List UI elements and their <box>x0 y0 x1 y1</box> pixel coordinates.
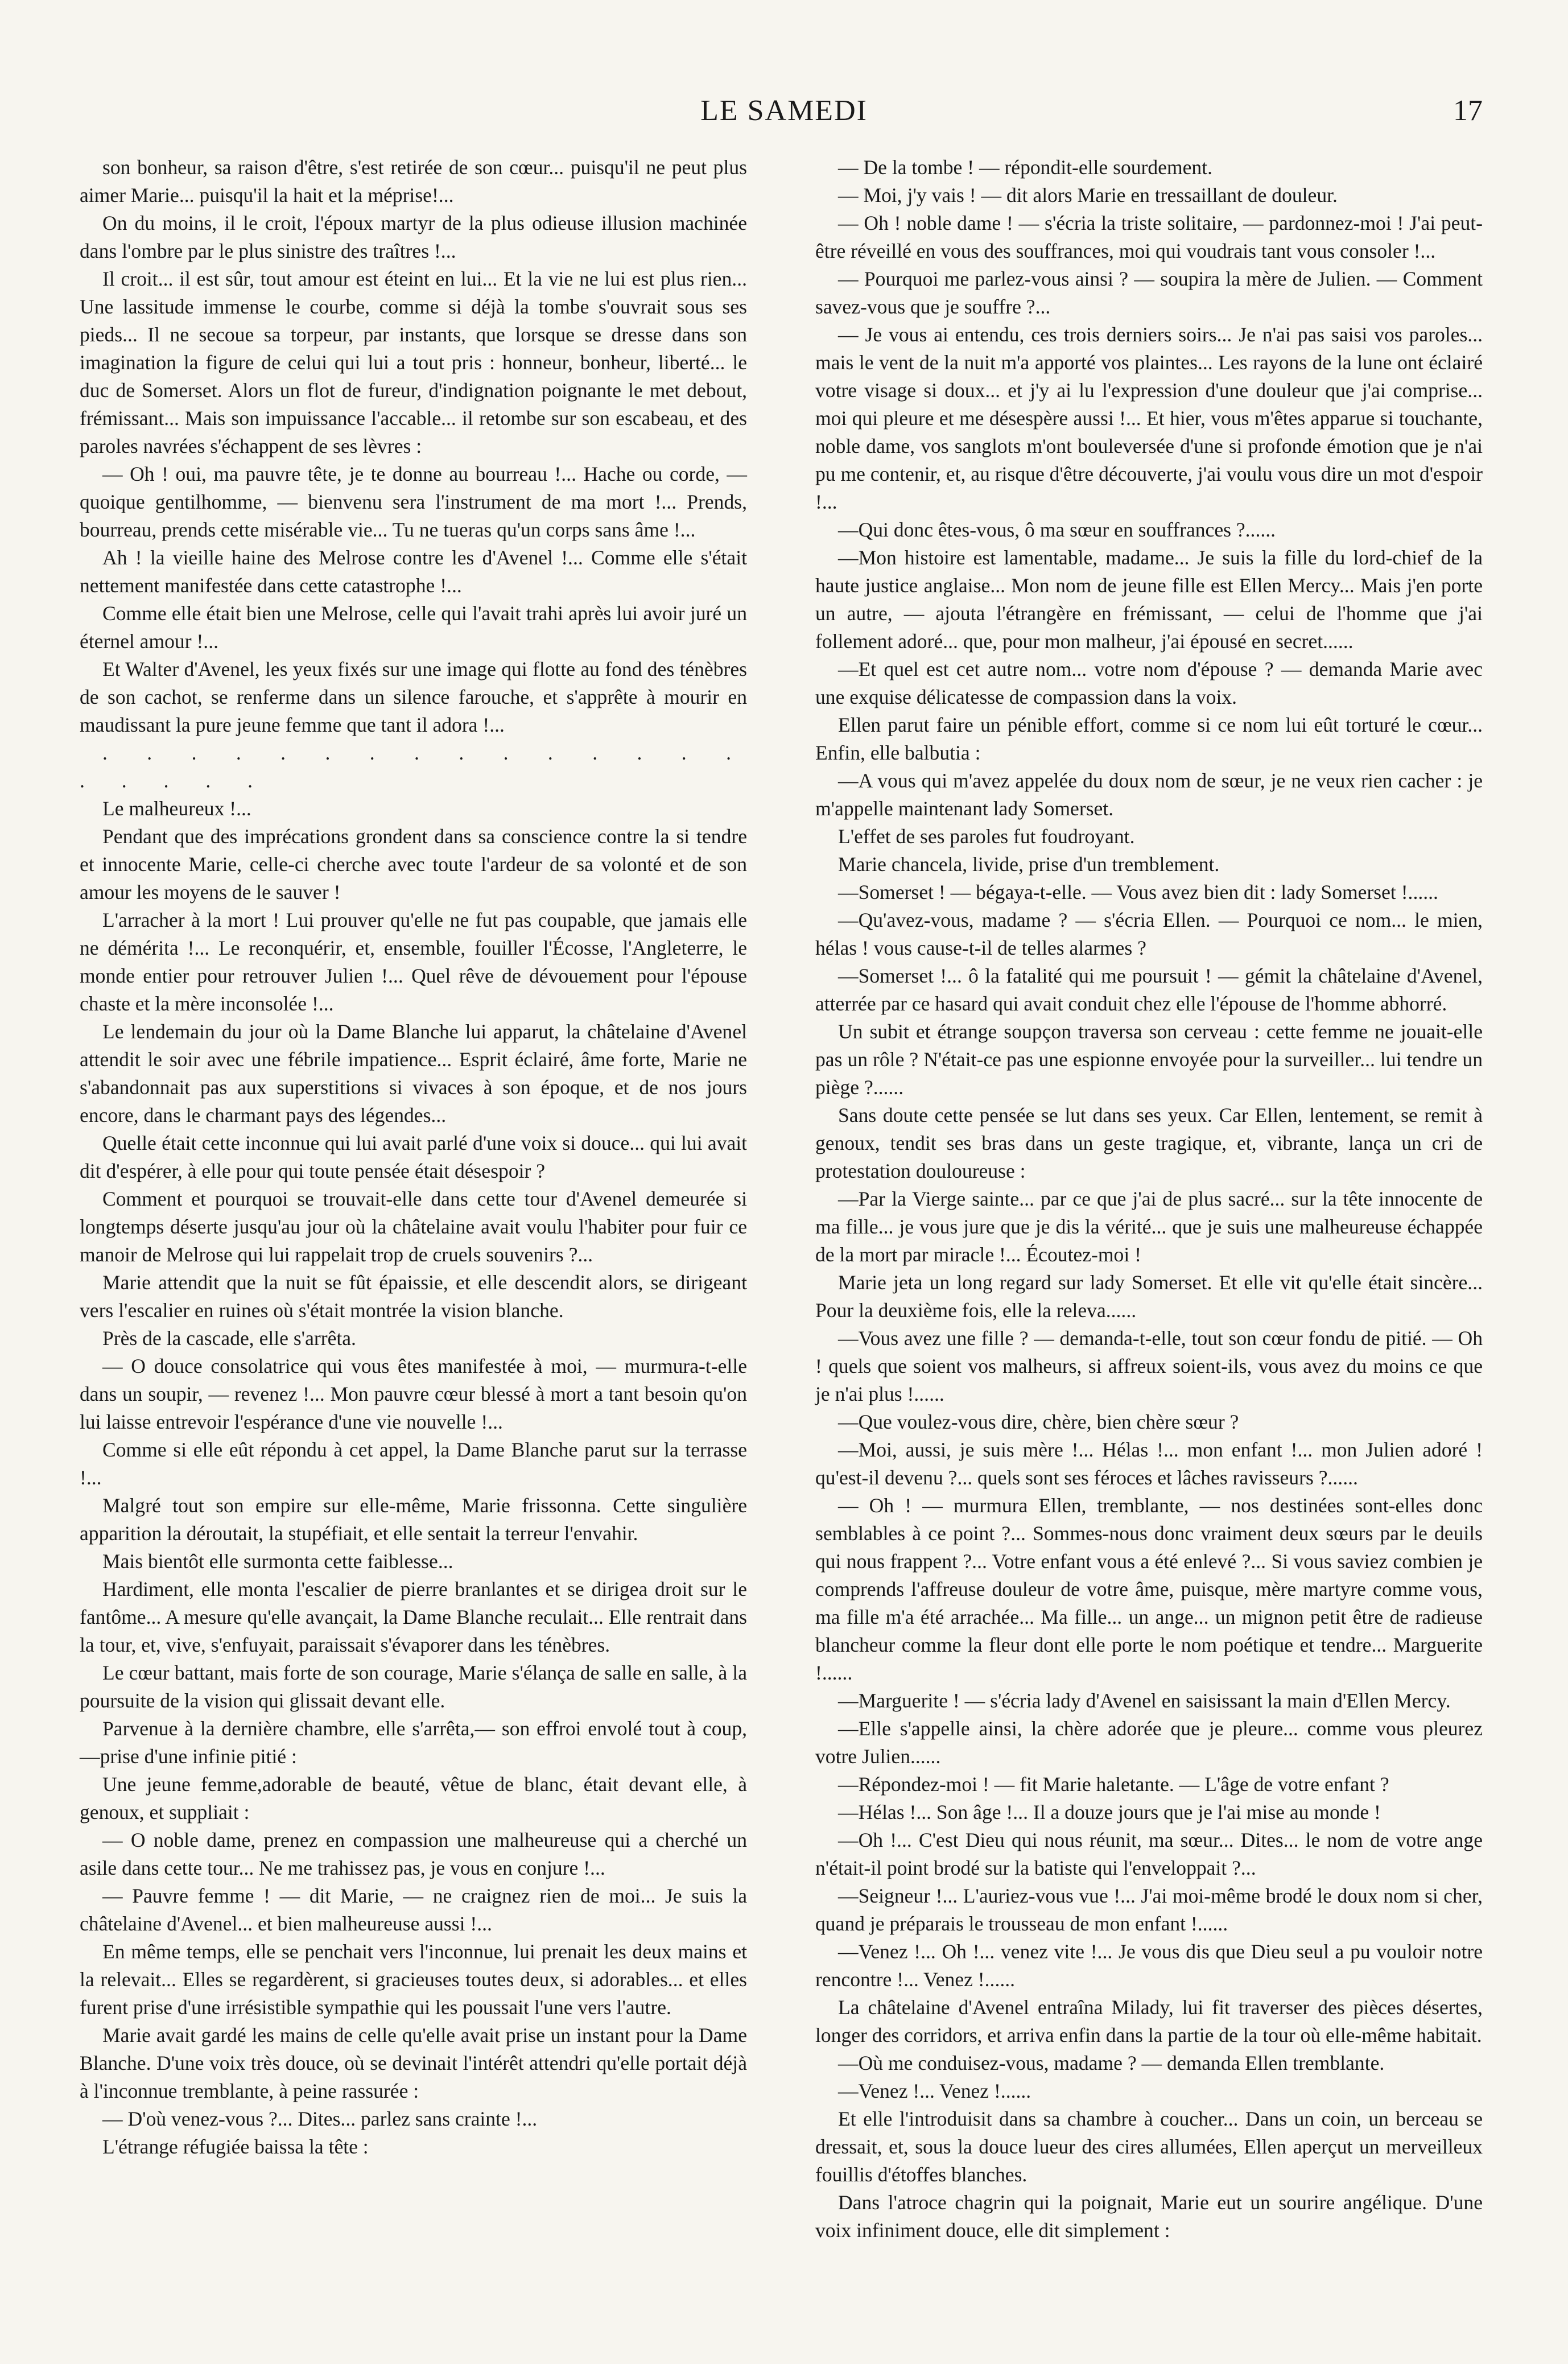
paragraph: —Qui donc êtes-vous, ô ma sœur en souffrances ?...... <box>838 518 1276 541</box>
paragraph: —Elle s'appelle ainsi, la chère adorée que je pleure... comme vous pleurez votre Julien...... <box>815 1717 1483 1768</box>
paragraph: Quelle était cette inconnue qui lui avait parlé d'une voix si douce... qui lui avait dit d'espérer, à elle pour qui toute pensée était désespoir ? <box>80 1132 747 1182</box>
paragraph: Le lendemain du jour où la Dame Blanche lui apparut, la châtelaine d'Avenel attendit le soir avec une fébrile impatience... Esprit éclairé, âme forte, Marie ne s'abandonnait pas aux superstitions si vivaces à son époque, et de nos jours encore, dans le charmant pays des légendes... <box>80 1020 747 1127</box>
paragraph: —Seigneur !... L'auriez-vous vue !... J'ai moi-même brodé le doux nom si cher, quand je préparais le trousseau de mon enfant !...... <box>815 1884 1483 1935</box>
paragraph: Et Walter d'Avenel, les yeux fixés sur une image qui flotte au fond des ténèbres de son cachot, se renferme dans un silence farouche, et s'apprête à mourir en maudissant la pure jeune femme que tant il adora !... <box>80 658 747 736</box>
paragraph: — Moi, j'y vais ! — dit alors Marie en tressaillant de douleur. <box>838 184 1338 207</box>
paragraph: —Par la Vierge sainte... par ce que j'ai de plus sacré... sur la tête innocente de ma fille... je vous jure que je dis la vérité... que je suis une malheureuse échappée de la mort par miracle !... Écoutez-moi ! <box>815 1187 1483 1266</box>
paragraph: Pendant que des imprécations grondent dans sa conscience contre la si tendre et innocente Marie, celle-ci cherche avec toute l'ardeur de sa volonté et de son amour les moyens de le sauver ! <box>80 825 747 903</box>
paragraph: Marie avait gardé les mains de celle qu'elle avait prise un instant pour la Dame Blanche. D'une voix très douce, où se devinait l'intérêt attendri qu'elle portait déjà à l'inconnue tremblante, à peine rassurée : <box>80 2024 747 2102</box>
paragraph: Un subit et étrange soupçon traversa son cerveau : cette femme ne jouait-elle pas un rôle ? N'était-ce pas une espionne envoyée pour la surveiller... lui tendre un piège ?...... <box>815 1020 1483 1099</box>
paragraph: Marie attendit que la nuit se fût épaissie, et elle descendit alors, se dirigeant vers l'escalier en ruines où s'était montrée la vision blanche. <box>80 1271 747 1322</box>
paragraph: Comme si elle eût répondu à cet appel, la Dame Blanche parut sur la terrasse !... <box>80 1438 747 1489</box>
paragraph: L'arracher à la mort ! Lui prouver qu'elle ne fut pas coupable, que jamais elle ne démérita !... Le reconquérir, et, ensemble, fouiller l'Écosse, l'Angleterre, le monde entier pour retrouver Julien !... Quel rêve de dévouement pour l'épouse chaste et la mère inconsolée !... <box>80 909 747 1015</box>
page-header <box>85 94 1483 139</box>
paragraph: —Que voulez-vous dire, chère, bien chère sœur ? <box>838 1410 1239 1433</box>
paragraph: —Vous avez une fille ? — demanda-t-elle, tout son cœur fondu de pitié. — Oh ! quels que soient vos malheurs, si affreux soient-ils, vous avez du moins ce que je n'ai plus !...... <box>815 1327 1483 1405</box>
right-column <box>815 154 1483 2296</box>
paragraph: Parvenue à la dernière chambre, elle s'arrêta,— son effroi envolé tout à coup, —prise d'une infinie pitié : <box>80 1717 747 1768</box>
paragraph: Dans l'atroce chagrin qui la poignait, Marie eut un sourire angélique. D'une voix infiniment douce, elle dit simplement : <box>815 2191 1483 2242</box>
paragraph: On du moins, il le croit, l'époux martyr de la plus odieuse illusion machinée dans l'ombre par le plus sinistre des traîtres !... <box>80 212 747 262</box>
paragraph: Malgré tout son empire sur elle-même, Marie frissonna. Cette singulière apparition la déroutait, la stupéfiait, et elle sentait la terreur l'envahir. <box>80 1494 747 1545</box>
paragraph: —A vous qui m'avez appelée du doux nom de sœur, je ne veux rien cacher : je m'appelle maintenant lady Somerset. <box>815 769 1483 820</box>
text-columns <box>80 154 1483 2296</box>
paragraph: — Pauvre femme ! — dit Marie, — ne craignez rien de moi... Je suis la châtelaine d'Avenel... et bien malheureuse aussi !... <box>80 1884 747 1935</box>
paragraph: —Hélas !... Son âge !... Il a douze jours que je l'ai mise au monde ! <box>838 1801 1381 1823</box>
running-title: LE SAMEDI <box>700 94 868 127</box>
paragraph: —Oh !... C'est Dieu qui nous réunit, ma sœur... Dites... le nom de votre ange n'était-il point brodé sur la batiste qui l'enveloppait ?... <box>815 1829 1483 1879</box>
paragraph: — Oh ! oui, ma pauvre tête, je te donne au bourreau !... Hache ou corde, — quoique gentilhomme, — bienvenu sera l'instrument de ma mort !... Prends, bourreau, prends cette misérable vie... Tu ne tueras qu'un corps sans âme !... <box>80 463 747 541</box>
paragraph: — Oh ! — murmura Ellen, tremblante, — nos destinées sont-elles donc semblables à ce point ?... Sommes-nous donc vraiment deux sœurs par le deuils qui nous frappent ?... Votre enfant vous a été enlevé ?... Si vous saviez combien je comprends l'affreuse douleur de votre âme, puisque, mère martyre comme vous, ma fille m'a été arrachée... Ma fille... un ange... un mignon petit être de radieuse blancheur comme la fleur dont elle porte le nom poétique et tendre... Marguerite !...... <box>815 1494 1483 1684</box>
paragraph: son bonheur, sa raison d'être, s'est retirée de son cœur... puisqu'il ne peut plus aimer Marie... puisqu'il la hait et la méprise!... <box>80 156 747 207</box>
paragraph: Ah ! la vieille haine des Melrose contre les d'Avenel !... Comme elle s'était nettement manifestée dans cette catastrophe !... <box>80 546 747 597</box>
paragraph: —Venez !... Venez !...... <box>838 2080 1031 2102</box>
paragraph: Marie chancela, livide, prise d'un tremblement. <box>838 853 1220 876</box>
paragraph: Une jeune femme,adorable de beauté, vêtue de blanc, était devant elle, à genoux, et suppliait : <box>80 1773 747 1823</box>
paragraph: Mais bientôt elle surmonta cette faiblesse... <box>102 1550 453 1573</box>
paragraph: — Pourquoi me parlez-vous ainsi ? — soupira la mère de Julien. — Comment savez-vous que je souffre ?... <box>815 267 1483 318</box>
paragraph: — Je vous ai entendu, ces trois derniers soirs... Je n'ai pas saisi vos paroles... mais le vent de la nuit m'a apporté vos plaintes... Les rayons de la lune ont éclairé votre visage si doux... et j'y ai lu l'expression d'une douleur que j'ai comprise... moi qui pleure et me désespère aussi !... Et hier, vous m'êtes apparue si touchante, noble dame, vos sanglots m'ont bouleversée d'une si profonde émotion que je n'ai pu me contenir, et, au risque d'être découverte, j'ai voulu vous dire un mot d'espoir !... <box>815 323 1483 513</box>
paragraph: Ellen parut faire un pénible effort, comme si ce nom lui eût torturé le cœur... Enfin, elle balbutia : <box>815 713 1483 764</box>
paragraph: — Oh ! noble dame ! — s'écria la triste solitaire, — pardonnez-moi ! J'ai peut-être réveillé en vous des souffrances, moi qui voudrais tant vous consoler !... <box>815 212 1483 262</box>
paragraph: —Mon histoire est lamentable, madame... Je suis la fille du lord-chief de la haute justice anglaise... Mon nom de jeune fille est Ellen Mercy... Mais j'en porte un autre, — ajouta l'étrangère en frémissant, — celui de l'homme que j'ai follement adoré... que, pour mon malheur, j'ai épousé en secret...... <box>815 546 1483 653</box>
paragraph: —Qu'avez-vous, madame ? — s'écria Ellen. — Pourquoi ce nom... le mien, hélas ! vous cause-t-il de telles alarmes ? <box>815 909 1483 959</box>
paragraph: Hardiment, elle monta l'escalier de pierre branlantes et se dirigea droit sur le fantôme... A mesure qu'elle avançait, la Dame Blanche reculait... Elle rentrait dans la tour, et, vive, s'enfuyait, paraissait s'évaporer dans les ténèbres. <box>80 1578 747 1656</box>
paragraph: — O douce consolatrice qui vous êtes manifestée à moi, — murmura-t-elle dans un soupir, — revenez !... Mon pauvre cœur blessé à mort a tant besoin qu'on lui laisse entrevoir l'espérance d'une vie nouvelle !... <box>80 1355 747 1433</box>
paragraph: Le malheureux !... <box>102 797 251 820</box>
section-break: . . . . . . . . . . . . . . . . . . . . <box>80 741 747 792</box>
paragraph: —Marguerite ! — s'écria lady d'Avenel en saisissant la main d'Ellen Mercy. <box>838 1689 1451 1712</box>
paragraph: En même temps, elle se penchait vers l'inconnue, lui prenait les deux mains et la relevait... Elles se regardèrent, si gracieuses toutes deux, si adorables... et elles furent prise d'une irrésistible sympathie qui les poussait l'une vers l'autre. <box>80 1940 747 2019</box>
paragraph: Comme elle était bien une Melrose, celle qui l'avait trahi après lui avoir juré un éternel amour !... <box>80 602 747 653</box>
page-number: 17 <box>1453 94 1483 127</box>
paragraph: Marie jeta un long regard sur lady Somerset. Et elle vit qu'elle était sincère... Pour la deuxième fois, elle la releva...... <box>815 1271 1483 1322</box>
paragraph: —Somerset !... ô la fatalité qui me poursuit ! — gémit la châtelaine d'Avenel, atterrée par ce hasard qui avait conduit chez elle l'épouse de l'homme abhorré. <box>815 964 1483 1015</box>
paragraph: —Venez !... Oh !... venez vite !... Je vous dis que Dieu seul a pu vouloir notre rencontre !... Venez !...... <box>815 1940 1483 1991</box>
paragraph: — D'où venez-vous ?... Dites... parlez sans crainte !... <box>102 2107 538 2130</box>
paragraph: Sans doute cette pensée se lut dans ses yeux. Car Ellen, lentement, se remit à genoux, tendit ses bras dans un geste tragique, et, vibrante, lança un cri de protestation douloureuse : <box>815 1104 1483 1182</box>
paragraph: —Où me conduisez-vous, madame ? — demanda Ellen tremblante. <box>838 2052 1385 2074</box>
paragraph: Comment et pourquoi se trouvait-elle dans cette tour d'Avenel demeurée si longtemps déserte jusqu'au jour où la châtelaine avait voulu l'habiter pour fuir ce manoir de Melrose qui lui rappelait trop de cruels souvenirs ?... <box>80 1187 747 1266</box>
paragraph: — De la tombe ! — répondit-elle sourdement. <box>838 156 1213 179</box>
paragraph: —Moi, aussi, je suis mère !... Hélas !... mon enfant !... mon Julien adoré ! qu'est-il devenu ?... quels sont ses féroces et lâches ravisseurs ?...... <box>815 1438 1483 1489</box>
paragraph: Près de la cascade, elle s'arrêta. <box>102 1327 356 1350</box>
paragraph: Le cœur battant, mais forte de son courage, Marie s'élança de salle en salle, à la poursuite de la vision qui glissait devant elle. <box>80 1661 747 1712</box>
left-column <box>80 154 747 2296</box>
paragraph: L'effet de ses paroles fut foudroyant. <box>838 825 1135 848</box>
paragraph: L'étrange réfugiée baissa la tête : <box>102 2135 369 2158</box>
paragraph: —Et quel est cet autre nom... votre nom d'épouse ? — demanda Marie avec une exquise délicatesse de compassion dans la voix. <box>815 658 1483 708</box>
paragraph: —Somerset ! — bégaya-t-elle. — Vous avez bien dit : lady Somerset !...... <box>838 881 1438 903</box>
paragraph: — O noble dame, prenez en compassion une malheureuse qui a cherché un asile dans cette tour... Ne me trahissez pas, je vous en conjure !... <box>80 1829 747 1879</box>
paragraph: La châtelaine d'Avenel entraîna Milady, lui fit traverser des pièces désertes, longer des corridors, et arriva enfin dans la partie de la tour où elle-même habitait. <box>815 1996 1483 2047</box>
paragraph: Et elle l'introduisit dans sa chambre à coucher... Dans un coin, un berceau se dressait, et, sous la douce lueur des cires allumées, Ellen aperçut un merveilleux fouillis d'étoffes blanches. <box>815 2107 1483 2186</box>
paragraph: Il croit... il est sûr, tout amour est éteint en lui... Et la vie ne lui est plus rien... Une lassitude immense le courbe, comme si déjà la tombe s'ouvrait sous ses pieds... Il ne secoue sa torpeur, par instants, que lorsque se dresse dans son imagination la figure de celui qui lui a tout pris : honneur, bonheur, liberté... le duc de Somerset. Alors un flot de fureur, d'indignation poignante le met debout, frémissant... Mais son impuissance l'accable... il retombe sur son escabeau, et des paroles navrées s'échappent de ses lèvres : <box>80 267 747 457</box>
paragraph: —Répondez-moi ! — fit Marie haletante. — L'âge de votre enfant ? <box>838 1773 1389 1796</box>
